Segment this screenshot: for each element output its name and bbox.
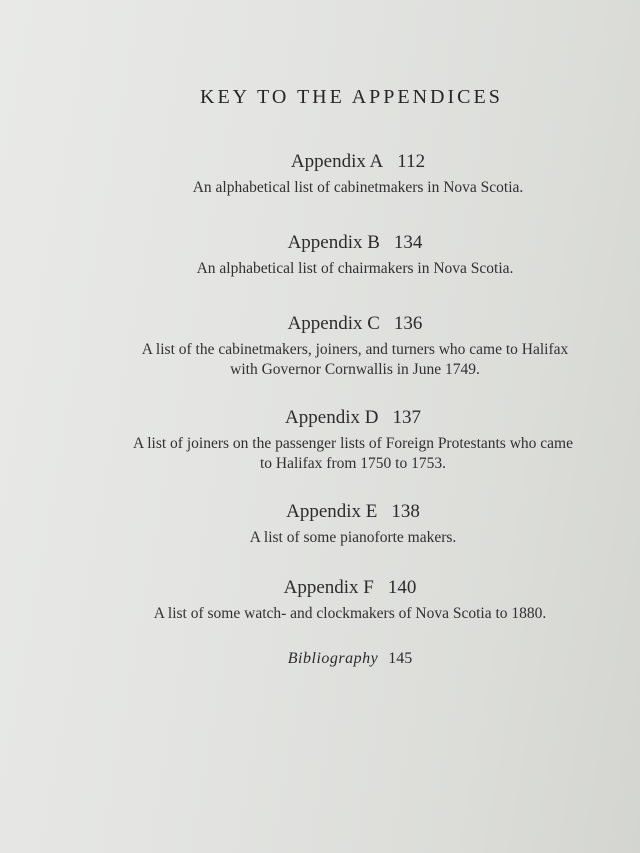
appendix-title bbox=[58, 150, 640, 174]
appendix-description bbox=[55, 259, 640, 279]
appendix-description bbox=[53, 434, 640, 474]
appendix-entry-a bbox=[58, 150, 640, 198]
description-line: A list of some pianoforte makers. bbox=[249, 529, 457, 546]
page-heading: KEY TO THE APPENDICES bbox=[200, 86, 503, 108]
description-line: A list of the cabinetmakers, joiners, and turners who came to Halifax bbox=[141, 341, 569, 358]
description-line: An alphabetical list of cabinetmakers in Nova Scotia. bbox=[192, 179, 524, 196]
appendix-entry-f bbox=[50, 576, 640, 624]
appendix-description bbox=[50, 604, 640, 624]
appendix-entry-d bbox=[53, 406, 640, 474]
appendix-title bbox=[50, 576, 640, 600]
bibliography-entry bbox=[50, 650, 640, 668]
bibliography-label: Bibliography bbox=[287, 650, 379, 667]
appendix-title bbox=[55, 231, 640, 255]
appendix-title bbox=[55, 312, 640, 336]
appendix-entry-c bbox=[55, 312, 640, 380]
description-line: A list of some watch- and clockmakers of Nova Scotia to 1880. bbox=[153, 605, 547, 622]
appendix-label: Appendix C bbox=[287, 313, 380, 334]
appendix-label: Appendix E bbox=[286, 501, 378, 522]
appendix-page-number: 134 bbox=[393, 232, 423, 253]
appendix-page-number: 138 bbox=[391, 501, 420, 522]
appendix-page-number: 137 bbox=[392, 407, 421, 428]
appendix-description bbox=[58, 178, 640, 198]
appendix-description bbox=[55, 340, 640, 380]
description-line: An alphabetical list of chairmakers in Nova Scotia. bbox=[196, 260, 514, 277]
appendix-entry-e bbox=[53, 500, 640, 548]
appendix-title bbox=[53, 500, 640, 524]
appendix-label: Appendix A bbox=[290, 151, 384, 172]
appendix-description bbox=[53, 528, 640, 548]
bibliography-page-number: 145 bbox=[388, 650, 413, 667]
appendix-entry-b bbox=[55, 231, 640, 279]
appendix-label: Appendix D bbox=[285, 407, 379, 428]
appendix-label: Appendix F bbox=[283, 577, 374, 598]
appendix-label: Appendix B bbox=[287, 232, 380, 253]
description-line: to Halifax from 1750 to 1753. bbox=[260, 455, 446, 472]
description-line: A list of joiners on the passenger lists of Foreign Protestants who came bbox=[133, 435, 573, 452]
appendix-page-number: 136 bbox=[393, 313, 423, 334]
appendix-title bbox=[53, 406, 640, 430]
description-line: with Governor Cornwallis in June 1749. bbox=[230, 361, 480, 378]
appendix-page-number: 140 bbox=[387, 577, 417, 598]
appendix-page-number: 112 bbox=[397, 151, 426, 172]
